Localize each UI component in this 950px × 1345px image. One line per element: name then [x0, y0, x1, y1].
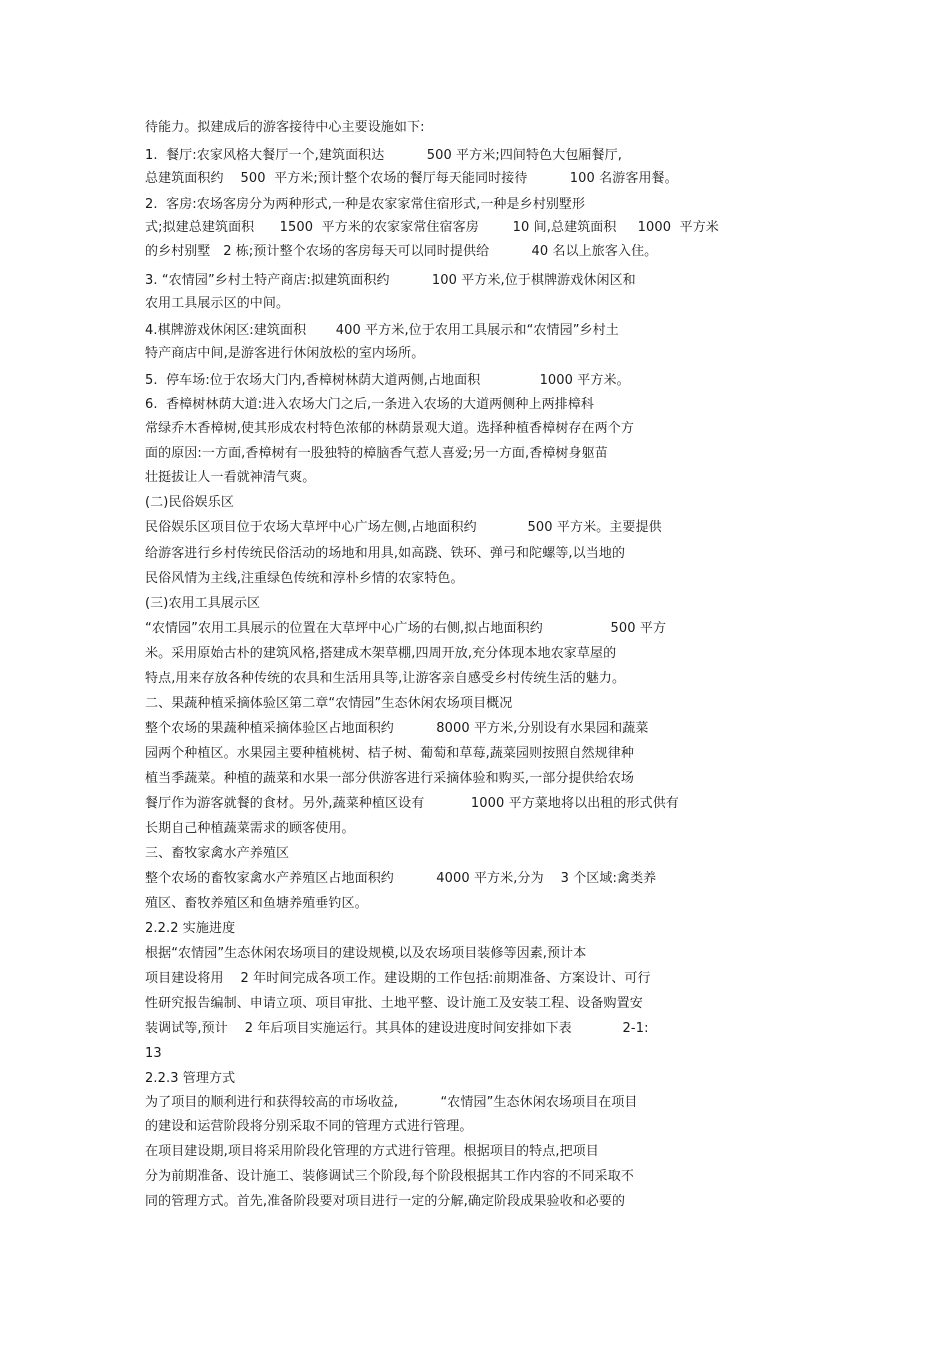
text-line: 常绿乔木香樟树,使其形成农村特色浓郁的林荫景观大道。选择种植香樟树存在两个方 — [145, 421, 634, 436]
text-line: 装调试等,预计 2 年后项目实施运行。其具体的建设进度时间安排如下表 2-1: — [145, 1021, 649, 1036]
text-line: 性研究报告编制、申请立项、项目审批、土地平整、设计施工及安装工程、设备购置安 — [145, 996, 643, 1011]
text-line: 项目建设将用 2 年时间完成各项工作。建设期的工作包括:前期准备、方案设计、可行 — [145, 971, 651, 986]
text-line: 式;拟建总建筑面积 1500 平方米的农家家常住宿客房 10 间,总建筑面积 1000 平方米 — [145, 220, 719, 235]
text-line: 总建筑面积约 500 平方米;预计整个农场的餐厅每天能同时接待 100 名游客用餐。 — [145, 171, 678, 186]
text-line: 1. 餐厅:农家风格大餐厅一个,建筑面积达 500 平方米;四间特色大包厢餐厅, — [145, 148, 622, 163]
text-line: 在项目建设期,项目将采用阶段化管理的方式进行管理。根据项目的特点,把项目 — [145, 1144, 599, 1159]
text-line: 植当季蔬菜。种植的蔬菜和水果一部分供游客进行采摘体验和购买,一部分提供给农场 — [145, 771, 634, 786]
text-line: 4.棋牌游戏休闲区:建筑面积 400 平方米,位于农用工具展示和“农情园”乡村土 — [145, 323, 619, 338]
section-heading: (三)农用工具展示区 — [145, 596, 261, 611]
text-line: 农用工具展示区的中间。 — [145, 296, 290, 311]
text-line: 分为前期准备、设计施工、装修调试三个阶段,每个阶段根据其工作内容的不同采取不 — [145, 1169, 634, 1184]
text-line: 特点,用来存放各种传统的农具和生活用具等,让游客亲自感受乡村传统生活的魅力。 — [145, 671, 626, 686]
text-line: 园两个种植区。水果园主要种植桃树、桔子树、葡萄和草莓,蔬菜园则按照自然规律种 — [145, 746, 634, 761]
text-line: 餐厅作为游客就餐的食材。另外,蔬菜种植区设有 1000 平方菜地将以出租的形式供有 — [145, 796, 679, 811]
section-heading: (二)民俗娱乐区 — [145, 495, 234, 510]
text-line: “农情园”农用工具展示的位置在大草坪中心广场的右侧,拟占地面积约 500 平方 — [145, 621, 667, 636]
text-line: 3. “农情园”乡村土特产商店:拟建筑面积约 100 平方米,位于棋牌游戏休闲区和 — [145, 273, 636, 288]
text-line: 整个农场的畜牧家禽水产养殖区占地面积约 4000 平方米,分为 3 个区域:禽类养 — [145, 871, 657, 886]
section-heading: 二、果蔬种植采摘体验区第二章“农情园”生态休闲农场项目概况 — [145, 696, 513, 711]
text-line: 2. 客房:农场客房分为两种形式,一种是农家家常住宿形式,一种是乡村别墅形 — [145, 197, 586, 212]
text-line: 的乡村别墅 2 栋;预计整个农场的客房每天可以同时提供给 40 名以上旅客入住。 — [145, 244, 658, 259]
text-line: 民俗风情为主线,注重绿色传统和淳朴乡情的农家特色。 — [145, 571, 464, 586]
text-line: 的建设和运营阶段将分别采取不同的管理方式进行管理。 — [145, 1119, 473, 1134]
text-line: 整个农场的果蔬种植采摘体验区占地面积约 8000 平方米,分别设有水果园和蔬菜 — [145, 721, 649, 736]
section-heading: 2.2.2 实施进度 — [145, 921, 236, 936]
text-line: 米。采用原始古朴的建筑风格,搭建成木架草棚,四周开放,充分体现本地农家草屋的 — [145, 646, 617, 661]
text-line: 根据“农情园”生态休闲农场项目的建设规模,以及农场项目装修等因素,预计本 — [145, 946, 587, 961]
text-line: 待能力。拟建成后的游客接待中心主要设施如下: — [145, 120, 425, 135]
text-line: 6. 香樟树林荫大道:进入农场大门之后,一条进入农场的大道两侧种上两排樟科 — [145, 397, 594, 412]
text-line: 给游客进行乡村传统民俗活动的场地和用具,如高跷、铁环、弹弓和陀螺等,以当地的 — [145, 546, 626, 561]
text-line: 5. 停车场:位于农场大门内,香樟树林荫大道两侧,占地面积 1000 平方米。 — [145, 373, 630, 388]
text-line: 同的管理方式。首先,准备阶段要对项目进行一定的分解,确定阶段成果验收和必要的 — [145, 1194, 626, 1209]
text-line: 特产商店中间,是游客进行休闲放松的室内场所。 — [145, 346, 425, 361]
section-heading: 2.2.3 管理方式 — [145, 1071, 236, 1086]
text-line: 面的原因:一方面,香樟树有一股独特的樟脑香气惹人喜爱;另一方面,香樟树身躯苗 — [145, 446, 608, 461]
text-line: 殖区、畜牧养殖区和鱼塘养殖垂钓区。 — [145, 896, 368, 911]
text-line: 壮挺拔让人一看就神清气爽。 — [145, 470, 316, 485]
section-heading: 三、畜牧家禽水产养殖区 — [145, 846, 290, 861]
page-number: 13 — [145, 1046, 162, 1061]
text-line: 为了项目的顺利进行和获得较高的市场收益, “农情园”生态休闲农场项目在项目 — [145, 1095, 638, 1110]
text-line: 长期自己种植蔬菜需求的顾客使用。 — [145, 821, 355, 836]
text-line: 民俗娱乐区项目位于农场大草坪中心广场左侧,占地面积约 500 平方米。主要提供 — [145, 520, 662, 535]
